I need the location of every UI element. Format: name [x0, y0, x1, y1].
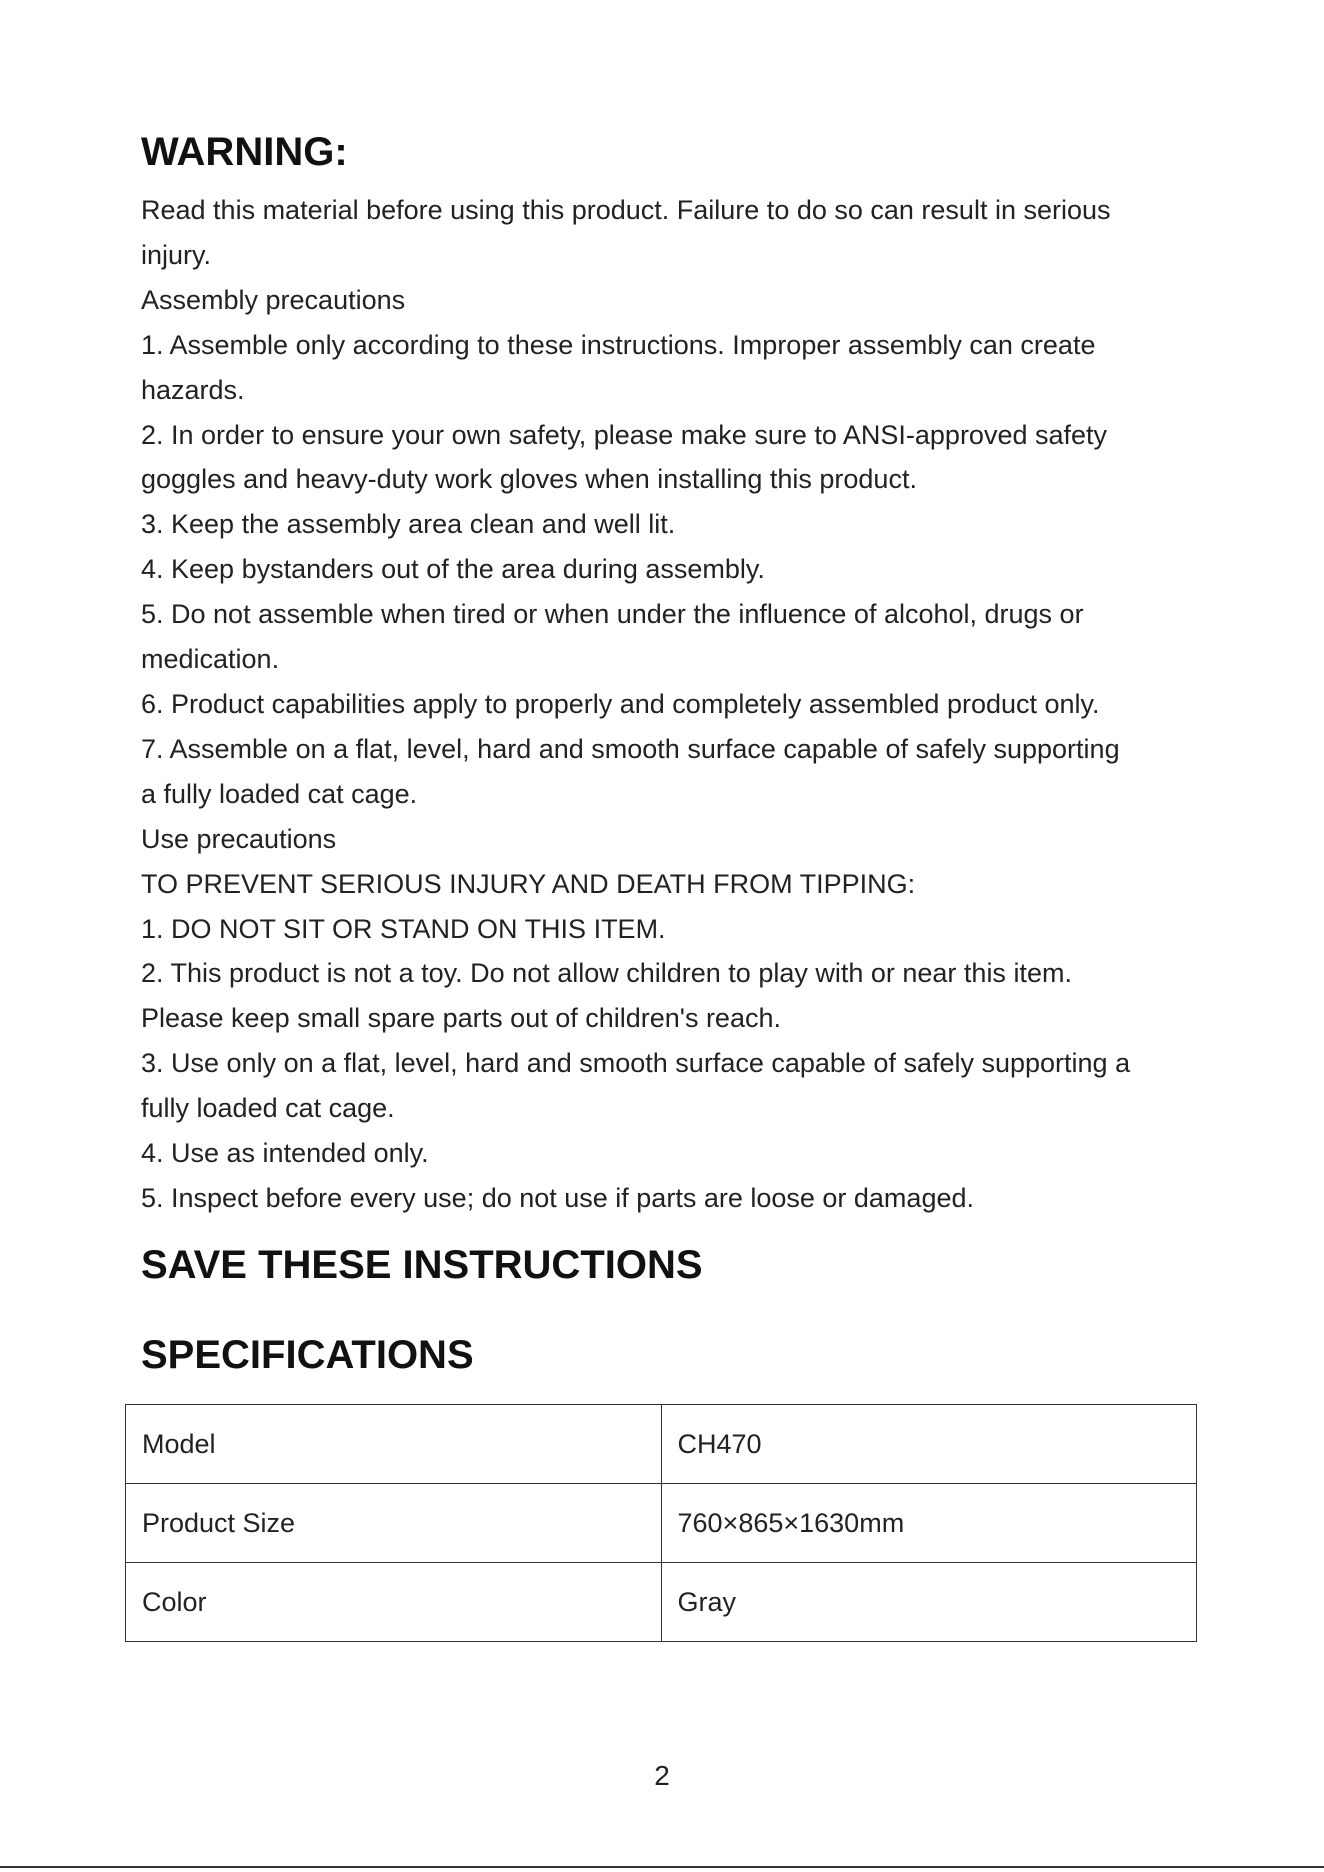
- instruction-line: 1. DO NOT SIT OR STAND ON THIS ITEM.: [141, 913, 666, 944]
- instruction-line: hazards.: [141, 374, 245, 405]
- table-row: [126, 1405, 1197, 1484]
- instruction-line: 3. Use only on a flat, level, hard and smooth surface capable of safely supporting a: [141, 1048, 1131, 1079]
- spec-value: CH470: [661, 1405, 1197, 1484]
- instruction-line: a fully loaded cat cage.: [141, 778, 418, 809]
- instruction-line: injury.: [141, 239, 212, 270]
- warning-heading: WARNING:: [141, 130, 348, 174]
- instruction-line: 5. Inspect before every use; do not use if parts are loose or damaged.: [141, 1182, 974, 1213]
- instruction-line: 1. Assemble only according to these instructions. Improper assembly can create: [141, 329, 1096, 360]
- use-precautions-heading: Use precautions: [141, 823, 337, 854]
- instruction-line: goggles and heavy-duty work gloves when installing this product.: [141, 464, 917, 495]
- page-content: [141, 124, 1201, 1383]
- instruction-line: Read this material before using this product. Failure to do so can result in serious: [141, 195, 1111, 225]
- spec-label: Color: [126, 1563, 662, 1642]
- instruction-line: 2. In order to ensure your own safety, please make sure to ANSI-approved safety: [141, 419, 1108, 450]
- assembly-precautions-heading: Assembly precautions: [141, 284, 406, 315]
- table-row: [126, 1563, 1197, 1642]
- instruction-line: medication.: [141, 644, 280, 675]
- spec-label: Model: [126, 1405, 662, 1484]
- spec-value: 760×865×1630mm: [661, 1484, 1197, 1563]
- instruction-line: 6. Product capabilities apply to properly and completely assembled product only.: [141, 688, 1100, 719]
- spec-label: Product Size: [126, 1484, 662, 1563]
- instruction-line: 7. Assemble on a flat, level, hard and smooth surface capable of safely supporting: [141, 733, 1120, 764]
- instruction-line: 5. Do not assemble when tired or when under the influence of alcohol, drugs or: [141, 599, 1084, 630]
- page-number: 2: [654, 1760, 670, 1791]
- instruction-line: 4. Keep bystanders out of the area during assembly.: [141, 554, 765, 585]
- tipping-warning: TO PREVENT SERIOUS INJURY AND DEATH FROM TIPPING:: [141, 868, 916, 899]
- instruction-line: Please keep small spare parts out of children's reach.: [141, 1003, 781, 1034]
- instruction-line: fully loaded cat cage.: [141, 1093, 395, 1124]
- bottom-divider: [0, 1866, 1324, 1868]
- instruction-line: 3. Keep the assembly area clean and well lit.: [141, 509, 676, 540]
- save-instructions-heading: SAVE THESE INSTRUCTIONS: [141, 1242, 703, 1287]
- specifications-heading: SPECIFICATIONS: [141, 1332, 474, 1377]
- table-row: [126, 1484, 1197, 1563]
- spec-value: Gray: [661, 1563, 1197, 1642]
- instructions-body: [141, 188, 1201, 1221]
- specifications-table: [125, 1404, 1197, 1642]
- instruction-line: 2. This product is not a toy. Do not allow children to play with or near this item.: [141, 958, 1072, 989]
- instruction-line: 4. Use as intended only.: [141, 1138, 429, 1169]
